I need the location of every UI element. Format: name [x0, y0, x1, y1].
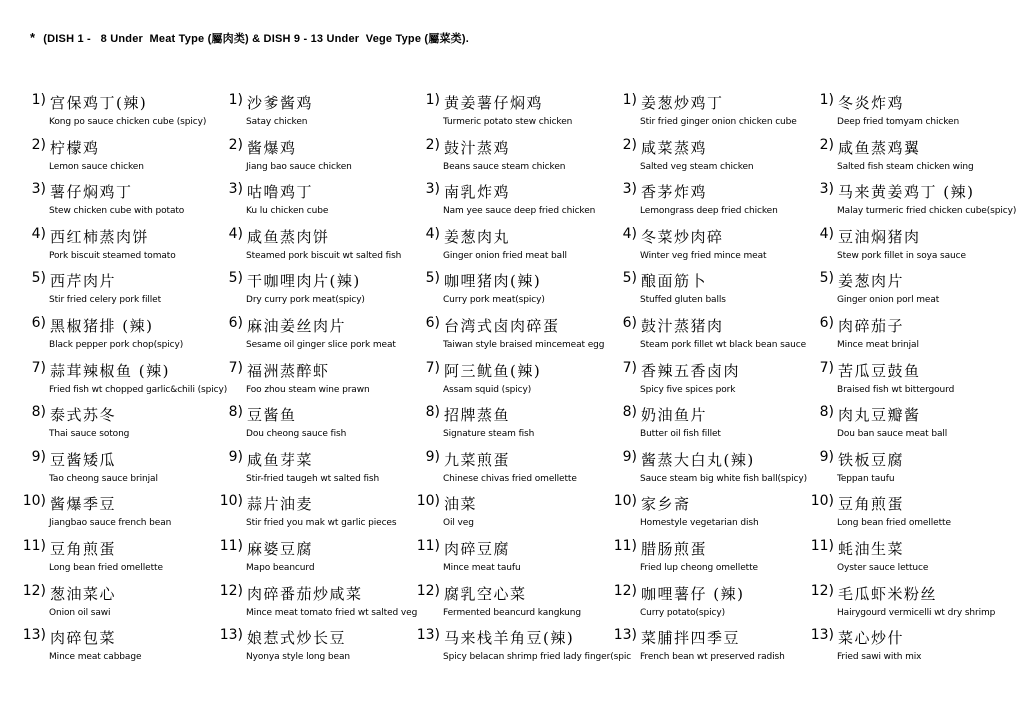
dish-item — [219, 538, 416, 583]
dish-english-name: Steamed pork biscuit wt salted fish — [246, 250, 402, 261]
dish-chinese-name: 咕噜鸡丁 — [247, 183, 314, 202]
dish-chinese-name: 咸菜蒸鸡 — [641, 138, 708, 157]
dish-item — [613, 270, 810, 315]
dish-chinese-name: 宫保鸡丁(辣) — [50, 94, 148, 112]
dish-chinese-name: 马来栈羊角豆(辣) — [444, 629, 575, 648]
dish-english-name: Malay turmeric fried chicken cube(spicy) — [837, 206, 1017, 217]
dish-number: 2) — [425, 136, 440, 153]
dish-number: 11) — [22, 537, 46, 554]
dish-english-name: Onion oil sawi — [49, 607, 111, 618]
dish-item — [416, 181, 613, 226]
dish-chinese-name: 香辣五香卤肉 — [641, 361, 741, 380]
menu-column-3 — [416, 92, 632, 672]
dish-chinese-name: 泰式苏冬 — [50, 406, 117, 425]
dish-chinese-name: 麻油姜丝肉片 — [247, 316, 347, 335]
dish-item — [22, 538, 219, 583]
dish-number: 8) — [622, 404, 637, 421]
dish-number: 3) — [425, 181, 440, 198]
dish-english-name: Beans sauce steam chicken — [443, 161, 566, 172]
dish-item — [219, 226, 416, 271]
dish-chinese-name: 姜葱肉丸 — [444, 227, 511, 246]
dish-chinese-name: 酱爆鸡 — [247, 138, 297, 157]
dish-number: 10) — [219, 493, 243, 510]
header-text: (DISH 1 - 8 Under Meat Type (屬肉类) & DISH 9 - 13 Under Vege Type (屬菜类). — [43, 33, 470, 45]
dish-chinese-name: 肉丸豆瓣酱 — [838, 406, 921, 425]
dish-number: 5) — [622, 270, 637, 287]
dish-english-name: Chinese chivas fried omellette — [443, 473, 577, 484]
dish-item — [22, 181, 219, 226]
dish-number: 2) — [31, 136, 46, 153]
dish-english-name: Lemon sauce chicken — [49, 161, 144, 172]
dish-chinese-name: 姜葱炒鸡丁 — [641, 94, 724, 112]
dish-english-name: Fried fish wt chopped garlic&chili (spicy) — [49, 384, 228, 395]
menu-grid — [22, 92, 1022, 672]
dish-english-name: Kong po sauce chicken cube (spicy) — [49, 117, 207, 127]
dish-item — [416, 627, 632, 672]
dish-number: 5) — [819, 270, 834, 287]
dish-english-name: Oil veg — [443, 518, 474, 529]
dish-item — [613, 583, 810, 628]
dish-number: 12) — [22, 582, 46, 599]
dish-chinese-name: 鼓汁蒸猪肉 — [641, 316, 724, 335]
dish-english-name: Teppan taufu — [837, 473, 895, 484]
dish-number: 2) — [819, 136, 834, 153]
dish-item — [613, 92, 810, 137]
dish-number: 1) — [31, 92, 46, 108]
dish-english-name: Long bean fried omellette — [837, 518, 951, 529]
dish-english-name: Long bean fried omellette — [49, 562, 163, 573]
dish-english-name: Mince meat tomato fried wt salted veg — [246, 607, 418, 618]
dish-item — [810, 538, 1022, 583]
dish-chinese-name: 麻婆豆腐 — [247, 539, 314, 558]
dish-number: 5) — [228, 270, 243, 287]
dish-english-name: Mince meat taufu — [443, 562, 521, 573]
dish-english-name: Spicy belacan shrimp fried lady finger(spic — [443, 652, 632, 663]
dish-item — [22, 449, 219, 494]
dish-english-name: Black pepper pork chop(spicy) — [49, 339, 184, 350]
dish-english-name: Nyonya style long bean — [246, 652, 350, 663]
dish-english-name: Lemongrass deep fried chicken — [640, 206, 778, 217]
menu-column-2 — [219, 92, 416, 672]
dish-chinese-name: 蒜片油麦 — [247, 495, 314, 514]
dish-item — [219, 404, 416, 449]
menu-column-5 — [810, 92, 1022, 672]
dish-number: 6) — [622, 314, 637, 331]
dish-english-name: Winter veg fried mince meat — [640, 250, 767, 261]
dish-number: 6) — [425, 314, 440, 331]
dish-item — [219, 449, 416, 494]
dish-english-name: Satay chicken — [246, 117, 308, 127]
dish-english-name: Spicy five spices pork — [640, 384, 736, 395]
dish-chinese-name: 酿面筋卜 — [641, 272, 708, 291]
dish-item — [219, 493, 416, 538]
dish-item — [613, 449, 810, 494]
dish-english-name: Salted fish steam chicken wing — [837, 161, 974, 172]
dish-number: 3) — [819, 181, 834, 198]
dish-item — [810, 137, 1022, 182]
dish-item — [22, 226, 219, 271]
dish-item — [810, 493, 1022, 538]
dish-item — [416, 404, 613, 449]
dish-english-name: Fried lup cheong omellette — [640, 562, 758, 573]
dish-item — [613, 538, 810, 583]
dish-chinese-name: 蒜茸辣椒鱼 (辣) — [50, 361, 170, 380]
dish-english-name: Dry curry pork meat(spicy) — [246, 295, 365, 306]
dish-english-name: Curry pork meat(spicy) — [443, 295, 545, 306]
dish-item — [613, 181, 810, 226]
dish-number: 6) — [819, 314, 834, 331]
dish-english-name: Stir fried celery pork fillet — [49, 295, 162, 306]
dish-chinese-name: 九菜煎蛋 — [444, 450, 511, 469]
dish-item — [810, 360, 1022, 405]
dish-number: 11) — [810, 537, 834, 554]
dish-chinese-name: 咖哩薯仔 (辣) — [641, 584, 745, 603]
dish-english-name: Mapo beancurd — [246, 562, 315, 573]
dish-english-name: Ginger onion porl meat — [837, 295, 940, 306]
dish-item — [416, 538, 613, 583]
dish-english-name: Dou ban sauce meat ball — [837, 429, 948, 440]
dish-item — [810, 315, 1022, 360]
dish-chinese-name: 干咖哩肉片(辣) — [247, 272, 361, 291]
dish-item — [810, 270, 1022, 315]
dish-chinese-name: 苦瓜豆鼓鱼 — [838, 361, 921, 380]
dish-english-name: Homestyle vegetarian dish — [640, 518, 759, 529]
dish-item — [219, 181, 416, 226]
dish-chinese-name: 豆酱鱼 — [247, 406, 297, 425]
dish-chinese-name: 阿三鱿鱼(辣) — [444, 361, 542, 380]
dish-english-name: Jiangbao sauce french bean — [49, 518, 172, 529]
dish-english-name: Curry potato(spicy) — [640, 607, 726, 618]
dish-english-name: Assam squid (spicy) — [443, 384, 532, 395]
dish-english-name: Foo zhou steam wine prawn — [246, 384, 370, 395]
dish-chinese-name: 酱蒸大白丸(辣) — [641, 450, 755, 469]
dish-chinese-name: 南乳炸鸡 — [444, 183, 511, 202]
dish-number: 4) — [622, 225, 637, 242]
dish-chinese-name: 冬炎炸鸡 — [838, 94, 905, 112]
dish-item — [22, 137, 219, 182]
dish-chinese-name: 娘惹式炒长豆 — [247, 629, 347, 648]
dish-chinese-name: 鼓汁蒸鸡 — [444, 138, 511, 157]
dish-chinese-name: 咸鱼蒸肉饼 — [247, 227, 330, 246]
dish-english-name: Sauce steam big white fish ball(spicy) — [640, 473, 808, 484]
dish-chinese-name: 咸鱼芽菜 — [247, 450, 314, 469]
dish-item — [810, 627, 1022, 672]
dish-number: 11) — [416, 537, 440, 554]
dish-number: 12) — [416, 582, 440, 599]
dish-chinese-name: 葱油菜心 — [50, 584, 117, 603]
dish-chinese-name: 沙爹酱鸡 — [247, 94, 314, 112]
dish-number: 1) — [425, 92, 440, 108]
dish-chinese-name: 毛瓜虾米粉丝 — [838, 584, 938, 603]
dish-chinese-name: 肉碎番茄炒咸菜 — [247, 584, 363, 603]
dish-item — [613, 404, 810, 449]
dish-chinese-name: 咸鱼蒸鸡翼 — [838, 138, 921, 157]
dish-english-name: Jiang bao sauce chicken — [246, 161, 352, 172]
dish-chinese-name: 招牌蒸鱼 — [444, 406, 511, 425]
dish-chinese-name: 黑椒猪排 (辣) — [50, 316, 154, 335]
dish-item — [810, 226, 1022, 271]
dish-chinese-name: 豆角煎蛋 — [50, 539, 117, 558]
dish-item — [810, 92, 1022, 137]
dish-english-name: Fried sawi with mix — [837, 652, 922, 663]
dish-english-name: Braised fish wt bittergourd — [837, 384, 955, 395]
dish-item — [613, 315, 810, 360]
dish-chinese-name: 咖哩猪肉(辣) — [444, 272, 542, 291]
dish-english-name: Butter oil fish fillet — [640, 429, 721, 440]
dish-chinese-name: 肉碎茄子 — [838, 316, 905, 335]
dish-number: 10) — [613, 493, 637, 510]
dish-number: 11) — [219, 537, 243, 554]
dish-item — [219, 583, 416, 628]
dish-number: 13) — [219, 627, 243, 644]
dish-chinese-name: 姜葱肉片 — [838, 272, 905, 291]
dish-english-name: French bean wt preserved radish — [640, 652, 785, 663]
dish-english-name: Taiwan style braised mincemeat egg — [443, 339, 605, 350]
menu-column-4 — [613, 92, 810, 672]
dish-item — [613, 137, 810, 182]
dish-number: 9) — [819, 448, 834, 465]
dish-number: 8) — [228, 404, 243, 421]
dish-chinese-name: 马来黄姜鸡丁 (辣) — [838, 183, 975, 202]
dish-number: 7) — [425, 359, 440, 376]
dish-item — [613, 360, 810, 405]
dish-english-name: Turmeric potato stew chicken — [443, 117, 573, 127]
dish-chinese-name: 西芹肉片 — [50, 272, 117, 291]
dish-item — [416, 92, 613, 137]
dish-chinese-name: 菜脯拌四季豆 — [641, 629, 741, 648]
dish-number: 11) — [613, 537, 637, 554]
dish-number: 9) — [31, 448, 46, 465]
dish-english-name: Dou cheong sauce fish — [246, 429, 347, 440]
dish-number: 8) — [819, 404, 834, 421]
dish-item — [416, 137, 613, 182]
dish-item — [613, 226, 810, 271]
dish-number: 4) — [31, 225, 46, 242]
dish-english-name: Thai sauce sotong — [49, 429, 130, 440]
dish-english-name: Tao cheong sauce brinjal — [49, 473, 158, 484]
dish-english-name: Hairygourd vermicelli wt dry shrimp — [837, 607, 996, 618]
dish-chinese-name: 肉碎豆腐 — [444, 539, 511, 558]
dish-chinese-name: 豆酱矮瓜 — [50, 450, 117, 469]
dish-number: 1) — [622, 92, 637, 108]
dish-chinese-name: 黄姜薯仔焖鸡 — [444, 94, 544, 112]
dish-english-name: Ku lu chicken cube — [246, 206, 329, 217]
dish-english-name: Mince meat cabbage — [49, 652, 142, 663]
dish-number: 2) — [228, 136, 243, 153]
dish-chinese-name: 柠檬鸡 — [50, 138, 100, 157]
dish-english-name: Ginger onion fried meat ball — [443, 250, 567, 261]
dish-item — [810, 583, 1022, 628]
dish-number: 6) — [31, 314, 46, 331]
dish-chinese-name: 豆油焖猪肉 — [838, 227, 921, 246]
dish-item — [219, 315, 416, 360]
dish-number: 1) — [819, 92, 834, 108]
dish-number: 13) — [22, 627, 46, 644]
dish-chinese-name: 菜心炒什 — [838, 629, 905, 648]
dish-english-name: Stir fried you mak wt garlic pieces — [246, 518, 397, 529]
dish-english-name: Pork biscuit steamed tomato — [49, 250, 176, 261]
dish-item — [810, 404, 1022, 449]
dish-number: 12) — [219, 582, 243, 599]
dish-number: 7) — [228, 359, 243, 376]
dish-chinese-name: 香茅炸鸡 — [641, 183, 708, 202]
dish-english-name: Signature steam fish — [443, 429, 535, 440]
dish-number: 6) — [228, 314, 243, 331]
dish-item — [22, 583, 219, 628]
dish-number: 13) — [613, 627, 637, 644]
dish-number: 10) — [416, 493, 440, 510]
dish-item — [22, 627, 219, 672]
dish-chinese-name: 腊肠煎蛋 — [641, 539, 708, 558]
dish-english-name: Nam yee sauce deep fried chicken — [443, 206, 596, 217]
dish-chinese-name: 铁板豆腐 — [838, 450, 905, 469]
dish-item — [22, 270, 219, 315]
dish-item — [219, 137, 416, 182]
dish-number: 3) — [31, 181, 46, 198]
dish-item — [416, 493, 613, 538]
dish-item — [416, 315, 613, 360]
dish-item — [219, 627, 416, 672]
dish-number: 9) — [228, 448, 243, 465]
dish-number: 7) — [622, 359, 637, 376]
dish-chinese-name: 冬菜炒肉碎 — [641, 227, 724, 246]
dish-number: 12) — [613, 582, 637, 599]
dish-number: 5) — [31, 270, 46, 287]
dish-english-name: Fermented beancurd kangkung — [443, 607, 581, 618]
dish-item — [22, 359, 228, 405]
dish-item — [416, 583, 613, 628]
dish-number: 7) — [819, 359, 834, 376]
dish-item — [416, 226, 613, 271]
dish-number: 13) — [810, 627, 834, 644]
dish-number: 3) — [622, 181, 637, 198]
dish-chinese-name: 豆角煎蛋 — [838, 495, 905, 514]
dish-item — [22, 92, 219, 137]
dish-chinese-name: 奶油鱼片 — [641, 406, 708, 425]
dish-item — [22, 493, 219, 538]
dish-number: 1) — [228, 92, 243, 108]
dish-item — [219, 360, 416, 405]
dish-chinese-name: 油菜 — [444, 495, 478, 514]
dish-english-name: Stir-fried taugeh wt salted fish — [246, 473, 380, 484]
dish-english-name: Stew pork fillet in soya sauce — [837, 250, 966, 261]
dish-number: 4) — [819, 225, 834, 242]
dish-english-name: Stew chicken cube with potato — [49, 206, 185, 217]
dish-number: 4) — [425, 225, 440, 242]
dish-english-name: Mince meat brinjal — [837, 339, 919, 350]
dish-english-name: Steam pork fillet wt black bean sauce — [640, 339, 807, 350]
dish-item — [22, 404, 219, 449]
dish-item — [416, 270, 613, 315]
dish-english-name: Deep fried tomyam chicken — [837, 117, 960, 127]
dish-english-name: Sesame oil ginger slice pork meat — [246, 339, 396, 350]
dish-number: 4) — [228, 225, 243, 242]
dish-item — [22, 315, 219, 360]
dish-number: 7) — [31, 359, 46, 376]
dish-english-name: Salted veg steam chicken — [640, 161, 754, 172]
dish-number: 5) — [425, 270, 440, 287]
dish-item — [613, 627, 810, 672]
dish-chinese-name: 福洲蒸醉虾 — [247, 361, 330, 380]
asterisk: * — [30, 30, 36, 45]
dish-number: 9) — [622, 448, 637, 465]
dish-item — [219, 270, 416, 315]
dish-number: 10) — [810, 493, 834, 510]
dish-chinese-name: 西红柿蒸肉饼 — [50, 227, 150, 246]
dish-number: 3) — [228, 181, 243, 198]
dish-item — [810, 181, 1022, 226]
dish-chinese-name: 酱爆季豆 — [50, 495, 117, 514]
menu-header — [30, 30, 469, 46]
dish-chinese-name: 台湾式卤肉碎蛋 — [444, 316, 560, 335]
dish-english-name: Stuffed gluten balls — [640, 295, 726, 306]
dish-chinese-name: 薯仔焖鸡丁 — [50, 183, 133, 202]
dish-chinese-name: 腐乳空心菜 — [444, 584, 527, 603]
dish-item — [613, 493, 810, 538]
dish-number: 12) — [810, 582, 834, 599]
dish-item — [810, 449, 1022, 494]
dish-english-name: Stir fried ginger onion chicken cube — [640, 117, 797, 127]
dish-chinese-name: 蚝油生菜 — [838, 539, 905, 558]
dish-number: 8) — [425, 404, 440, 421]
dish-number: 9) — [425, 448, 440, 465]
dish-english-name: Oyster sauce lettuce — [837, 562, 929, 573]
dish-number: 2) — [622, 136, 637, 153]
dish-item — [416, 360, 613, 405]
dish-chinese-name: 家乡斋 — [641, 495, 691, 514]
dish-number: 8) — [31, 404, 46, 421]
dish-number: 13) — [416, 627, 440, 644]
dish-item — [219, 92, 416, 137]
dish-chinese-name: 肉碎包菜 — [50, 629, 117, 648]
menu-column-1 — [22, 92, 228, 672]
dish-item — [416, 449, 613, 494]
dish-number: 10) — [22, 493, 46, 510]
